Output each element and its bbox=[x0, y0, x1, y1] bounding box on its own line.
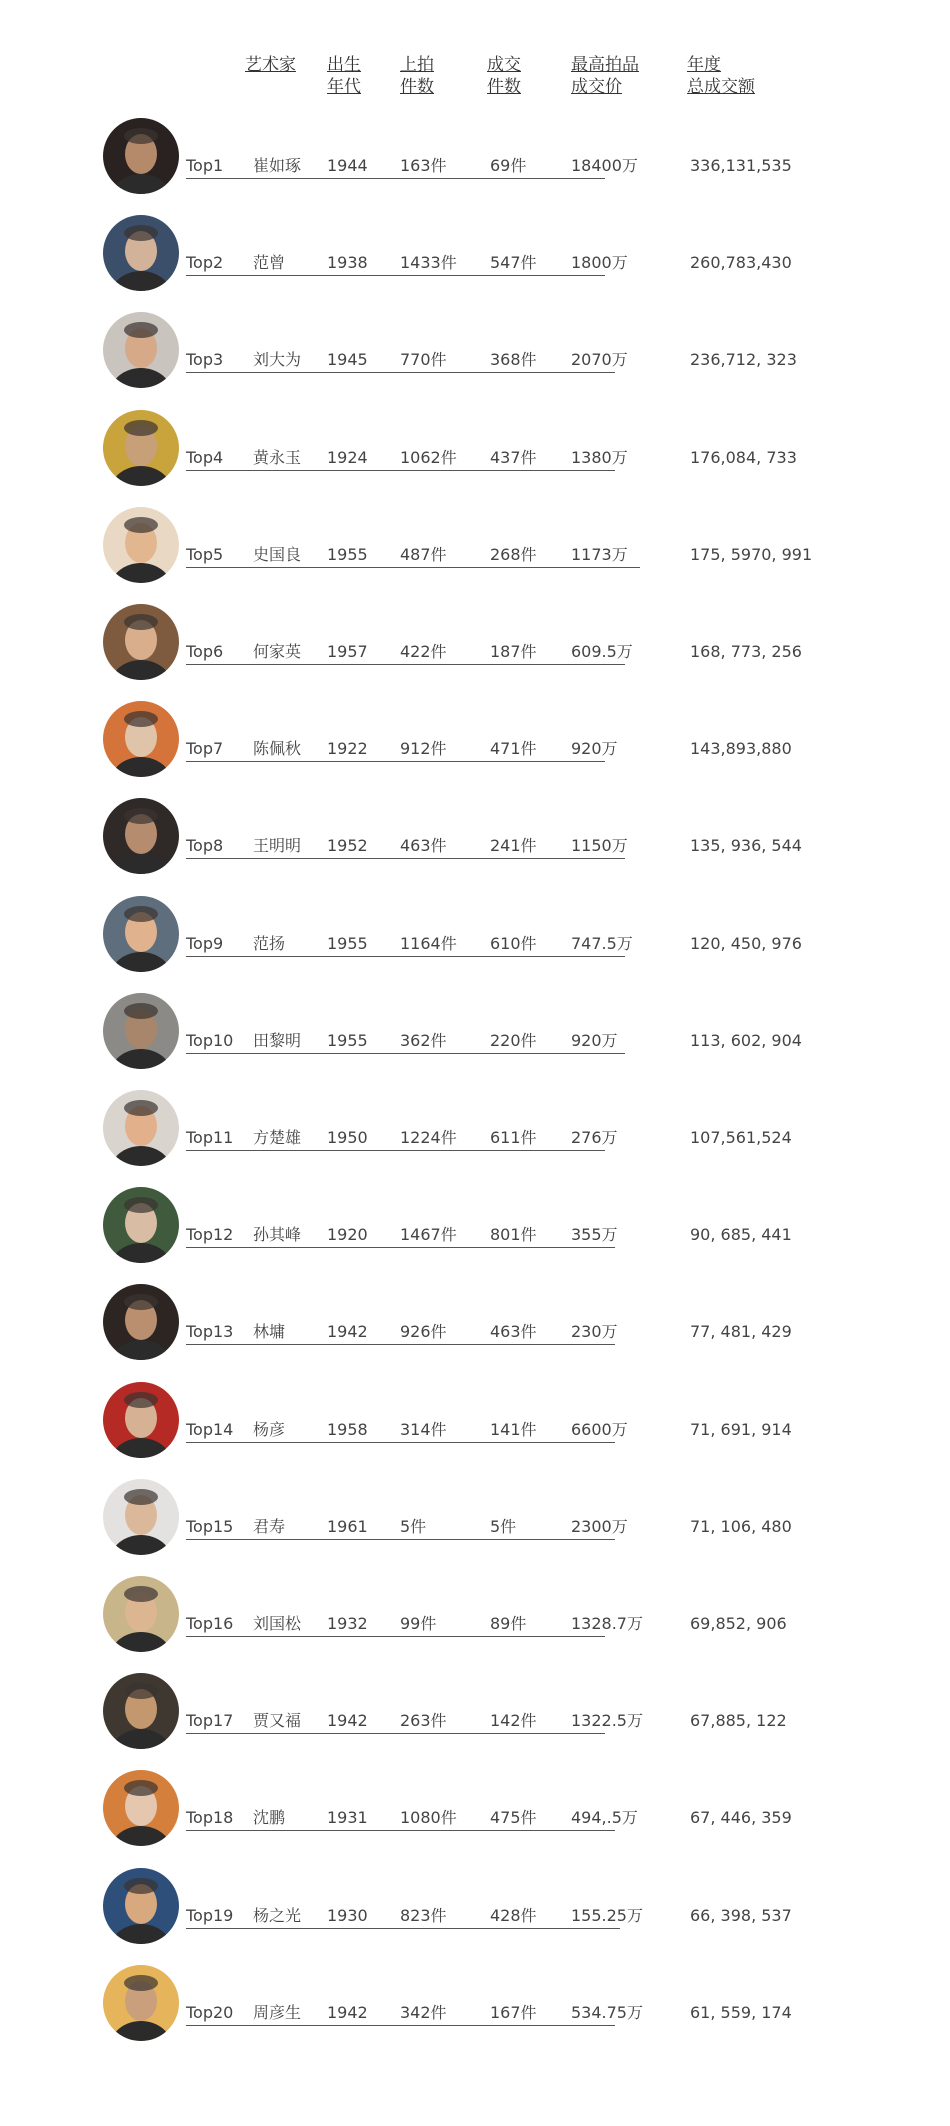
birth-year: 1920 bbox=[327, 1225, 368, 1245]
avatar bbox=[103, 1868, 179, 1944]
birth-year: 1952 bbox=[327, 836, 368, 856]
rank-cell: Top19 bbox=[186, 1905, 234, 1925]
sold-count: 5件 bbox=[490, 1516, 517, 1536]
rank-cell: Top11 bbox=[186, 1128, 234, 1147]
lots-count: 487件 bbox=[400, 544, 447, 564]
header-top-price: 最高拍品 成交价 bbox=[571, 55, 639, 97]
top-price: 1328.7万 bbox=[571, 1614, 643, 1633]
top-price: 494,.5万 bbox=[571, 1808, 638, 1828]
row-underline bbox=[186, 275, 605, 276]
sold-count: 463件 bbox=[490, 1322, 537, 1342]
avatar bbox=[103, 507, 179, 583]
annual-total: 61, 559, 174 bbox=[690, 2002, 792, 2022]
sold-count: 437件 bbox=[490, 447, 537, 467]
sold-count: 610件 bbox=[490, 933, 537, 953]
row-underline bbox=[186, 664, 625, 665]
lots-count: 362件 bbox=[400, 1030, 447, 1050]
artist-name: 刘大为 bbox=[253, 350, 302, 370]
rank-cell: Top16 bbox=[186, 1614, 234, 1633]
annual-total: 77, 481, 429 bbox=[690, 1322, 792, 1342]
table-row bbox=[0, 1568, 950, 1666]
annual-total: 67, 446, 359 bbox=[690, 1808, 792, 1828]
top-price: 1380万 bbox=[571, 447, 628, 467]
row-underline bbox=[186, 1442, 615, 1443]
birth-year: 1942 bbox=[327, 1322, 368, 1342]
table-row bbox=[0, 1179, 950, 1277]
row-underline bbox=[186, 178, 605, 179]
annual-total: 71, 106, 480 bbox=[690, 1516, 792, 1536]
artist-name: 黄永玉 bbox=[253, 447, 302, 467]
rank-cell: Top20 bbox=[186, 2002, 234, 2022]
rank-cell: Top17 bbox=[186, 1711, 234, 1731]
table-row bbox=[0, 1762, 950, 1860]
annual-total: 120, 450, 976 bbox=[690, 933, 802, 953]
artist-name: 陈佩秋 bbox=[253, 739, 302, 759]
rank-cell: Top5 bbox=[186, 544, 224, 564]
annual-total: 135, 936, 544 bbox=[690, 836, 802, 856]
avatar bbox=[103, 118, 179, 194]
row-underline bbox=[186, 1344, 615, 1345]
annual-total: 175, 5970, 991 bbox=[690, 544, 813, 564]
table-row bbox=[0, 1276, 950, 1374]
avatar bbox=[103, 1576, 179, 1652]
birth-year: 1931 bbox=[327, 1808, 368, 1828]
top-price: 18400万 bbox=[571, 156, 638, 175]
avatar bbox=[103, 1187, 179, 1263]
sold-count: 142件 bbox=[490, 1711, 537, 1731]
top-price: 1322.5万 bbox=[571, 1711, 643, 1731]
birth-year: 1932 bbox=[327, 1614, 368, 1633]
avatar bbox=[103, 604, 179, 680]
row-underline bbox=[186, 1928, 620, 1929]
row-underline bbox=[186, 956, 625, 957]
top-price: 747.5万 bbox=[571, 933, 633, 953]
birth-year: 1958 bbox=[327, 1419, 368, 1439]
rank-cell: Top18 bbox=[186, 1808, 234, 1828]
top-price: 1173万 bbox=[571, 544, 628, 564]
avatar bbox=[103, 701, 179, 777]
sold-count: 611件 bbox=[490, 1128, 537, 1147]
table-row bbox=[0, 1860, 950, 1958]
table-row bbox=[0, 499, 950, 597]
table-row bbox=[0, 790, 950, 888]
sold-count: 241件 bbox=[490, 836, 537, 856]
row-underline bbox=[186, 1636, 605, 1637]
annual-total: 176,084, 733 bbox=[690, 447, 797, 467]
avatar bbox=[103, 993, 179, 1069]
annual-total: 71, 691, 914 bbox=[690, 1419, 792, 1439]
table-row bbox=[0, 1374, 950, 1472]
top-price: 2070万 bbox=[571, 350, 628, 370]
row-underline bbox=[186, 567, 640, 568]
artist-name: 田黎明 bbox=[253, 1030, 302, 1050]
lots-count: 912件 bbox=[400, 739, 447, 759]
birth-year: 1930 bbox=[327, 1905, 368, 1925]
sold-count: 368件 bbox=[490, 350, 537, 370]
row-underline bbox=[186, 372, 615, 373]
header-lots: 上拍 件数 bbox=[400, 55, 434, 97]
table-row bbox=[0, 596, 950, 694]
top-price: 276万 bbox=[571, 1128, 618, 1147]
top-price: 1150万 bbox=[571, 836, 628, 856]
avatar bbox=[103, 1284, 179, 1360]
rank-cell: Top9 bbox=[186, 933, 224, 953]
artist-name: 杨彦 bbox=[253, 1419, 286, 1439]
row-underline bbox=[186, 1733, 605, 1734]
rank-cell: Top7 bbox=[186, 739, 224, 759]
birth-year: 1924 bbox=[327, 447, 368, 467]
avatar bbox=[103, 1090, 179, 1166]
sold-count: 167件 bbox=[490, 2002, 537, 2022]
artist-name: 方楚雄 bbox=[253, 1128, 302, 1147]
artist-name: 君寿 bbox=[253, 1516, 286, 1536]
avatar bbox=[103, 215, 179, 291]
table-row bbox=[0, 1471, 950, 1569]
row-underline bbox=[186, 858, 625, 859]
sold-count: 428件 bbox=[490, 1905, 537, 1925]
lots-count: 1062件 bbox=[400, 447, 457, 467]
top-price: 355万 bbox=[571, 1225, 618, 1245]
birth-year: 1955 bbox=[327, 1030, 368, 1050]
table-row bbox=[0, 1665, 950, 1763]
avatar bbox=[103, 1673, 179, 1749]
avatar bbox=[103, 798, 179, 874]
row-underline bbox=[186, 1247, 615, 1248]
row-underline bbox=[186, 761, 605, 762]
artist-name: 崔如琢 bbox=[253, 156, 302, 175]
header-birth: 出生 年代 bbox=[327, 55, 361, 97]
rank-cell: Top1 bbox=[186, 156, 224, 175]
rank-cell: Top4 bbox=[186, 447, 224, 467]
annual-total: 168, 773, 256 bbox=[690, 642, 802, 661]
sold-count: 89件 bbox=[490, 1614, 527, 1633]
annual-total: 67,885, 122 bbox=[690, 1711, 787, 1731]
top-price: 2300万 bbox=[571, 1516, 628, 1536]
artist-name: 孙其峰 bbox=[253, 1225, 302, 1245]
rank-cell: Top6 bbox=[186, 642, 224, 661]
rank-cell: Top2 bbox=[186, 253, 224, 273]
rank-cell: Top10 bbox=[186, 1030, 234, 1050]
lots-count: 99件 bbox=[400, 1614, 437, 1633]
sold-count: 268件 bbox=[490, 544, 537, 564]
birth-year: 1957 bbox=[327, 642, 368, 661]
row-underline bbox=[186, 1830, 615, 1831]
row-underline bbox=[186, 1150, 605, 1151]
avatar bbox=[103, 312, 179, 388]
row-underline bbox=[186, 1539, 615, 1540]
top-price: 155.25万 bbox=[571, 1905, 643, 1925]
sold-count: 475件 bbox=[490, 1808, 537, 1828]
artist-name: 贾又福 bbox=[253, 1711, 302, 1731]
artist-name: 范扬 bbox=[253, 933, 286, 953]
top-price: 6600万 bbox=[571, 1419, 628, 1439]
birth-year: 1938 bbox=[327, 253, 368, 273]
annual-total: 236,712, 323 bbox=[690, 350, 797, 370]
artist-name: 史国良 bbox=[253, 544, 302, 564]
artist-name: 何家英 bbox=[253, 642, 302, 661]
rank-cell: Top12 bbox=[186, 1225, 234, 1245]
lots-count: 1433件 bbox=[400, 253, 457, 273]
birth-year: 1945 bbox=[327, 350, 368, 370]
birth-year: 1955 bbox=[327, 933, 368, 953]
header-artist: 艺术家 bbox=[245, 55, 296, 75]
annual-total: 260,783,430 bbox=[690, 253, 792, 273]
birth-year: 1942 bbox=[327, 1711, 368, 1731]
sold-count: 220件 bbox=[490, 1030, 537, 1050]
lots-count: 342件 bbox=[400, 2002, 447, 2022]
birth-year: 1922 bbox=[327, 739, 368, 759]
row-underline bbox=[186, 2025, 615, 2026]
annual-total: 143,893,880 bbox=[690, 739, 792, 759]
artist-name: 林墉 bbox=[253, 1322, 286, 1342]
top-price: 230万 bbox=[571, 1322, 618, 1342]
top-price: 920万 bbox=[571, 739, 618, 759]
annual-total: 336,131,535 bbox=[690, 156, 792, 175]
lots-count: 422件 bbox=[400, 642, 447, 661]
lots-count: 263件 bbox=[400, 1711, 447, 1731]
lots-count: 770件 bbox=[400, 350, 447, 370]
lots-count: 163件 bbox=[400, 156, 447, 175]
avatar bbox=[103, 410, 179, 486]
avatar bbox=[103, 1770, 179, 1846]
artist-name: 杨之光 bbox=[253, 1905, 302, 1925]
lots-count: 1467件 bbox=[400, 1225, 457, 1245]
table-row bbox=[0, 304, 950, 402]
annual-total: 66, 398, 537 bbox=[690, 1905, 792, 1925]
avatar bbox=[103, 1382, 179, 1458]
table-row bbox=[0, 207, 950, 305]
artist-name: 范曾 bbox=[253, 253, 286, 273]
rank-cell: Top13 bbox=[186, 1322, 234, 1342]
avatar bbox=[103, 1479, 179, 1555]
annual-total: 113, 602, 904 bbox=[690, 1030, 802, 1050]
lots-count: 463件 bbox=[400, 836, 447, 856]
lots-count: 314件 bbox=[400, 1419, 447, 1439]
artist-name: 沈鹏 bbox=[253, 1808, 286, 1828]
table-row bbox=[0, 402, 950, 500]
rank-cell: Top14 bbox=[186, 1419, 234, 1439]
rank-cell: Top8 bbox=[186, 836, 224, 856]
annual-total: 107,561,524 bbox=[690, 1128, 792, 1147]
rank-cell: Top3 bbox=[186, 350, 224, 370]
avatar bbox=[103, 896, 179, 972]
header-sold: 成交 件数 bbox=[487, 55, 521, 97]
rank-cell: Top15 bbox=[186, 1516, 234, 1536]
lots-count: 1080件 bbox=[400, 1808, 457, 1828]
lots-count: 926件 bbox=[400, 1322, 447, 1342]
table-row bbox=[0, 888, 950, 986]
table-row bbox=[0, 1957, 950, 2055]
artist-name: 刘国松 bbox=[253, 1614, 302, 1633]
birth-year: 1942 bbox=[327, 2002, 368, 2022]
birth-year: 1944 bbox=[327, 156, 368, 175]
table-row bbox=[0, 110, 950, 208]
lots-count: 5件 bbox=[400, 1516, 427, 1536]
sold-count: 141件 bbox=[490, 1419, 537, 1439]
annual-total: 69,852, 906 bbox=[690, 1614, 787, 1633]
sold-count: 187件 bbox=[490, 642, 537, 661]
header-annual-total: 年度 总成交额 bbox=[687, 55, 755, 97]
table-row bbox=[0, 1082, 950, 1180]
top-price: 609.5万 bbox=[571, 642, 633, 661]
sold-count: 547件 bbox=[490, 253, 537, 273]
table-row bbox=[0, 985, 950, 1083]
row-underline bbox=[186, 470, 615, 471]
lots-count: 1164件 bbox=[400, 933, 457, 953]
row-underline bbox=[186, 1053, 625, 1054]
top-price: 920万 bbox=[571, 1030, 618, 1050]
table-header bbox=[0, 50, 950, 100]
sold-count: 801件 bbox=[490, 1225, 537, 1245]
sold-count: 471件 bbox=[490, 739, 537, 759]
artist-name: 王明明 bbox=[253, 836, 302, 856]
sold-count: 69件 bbox=[490, 156, 527, 175]
annual-total: 90, 685, 441 bbox=[690, 1225, 792, 1245]
table-row bbox=[0, 693, 950, 791]
avatar bbox=[103, 1965, 179, 2041]
artist-name: 周彦生 bbox=[253, 2002, 302, 2022]
birth-year: 1950 bbox=[327, 1128, 368, 1147]
lots-count: 1224件 bbox=[400, 1128, 457, 1147]
lots-count: 823件 bbox=[400, 1905, 447, 1925]
top-price: 534.75万 bbox=[571, 2002, 643, 2022]
top-price: 1800万 bbox=[571, 253, 628, 273]
birth-year: 1961 bbox=[327, 1516, 368, 1536]
birth-year: 1955 bbox=[327, 544, 368, 564]
